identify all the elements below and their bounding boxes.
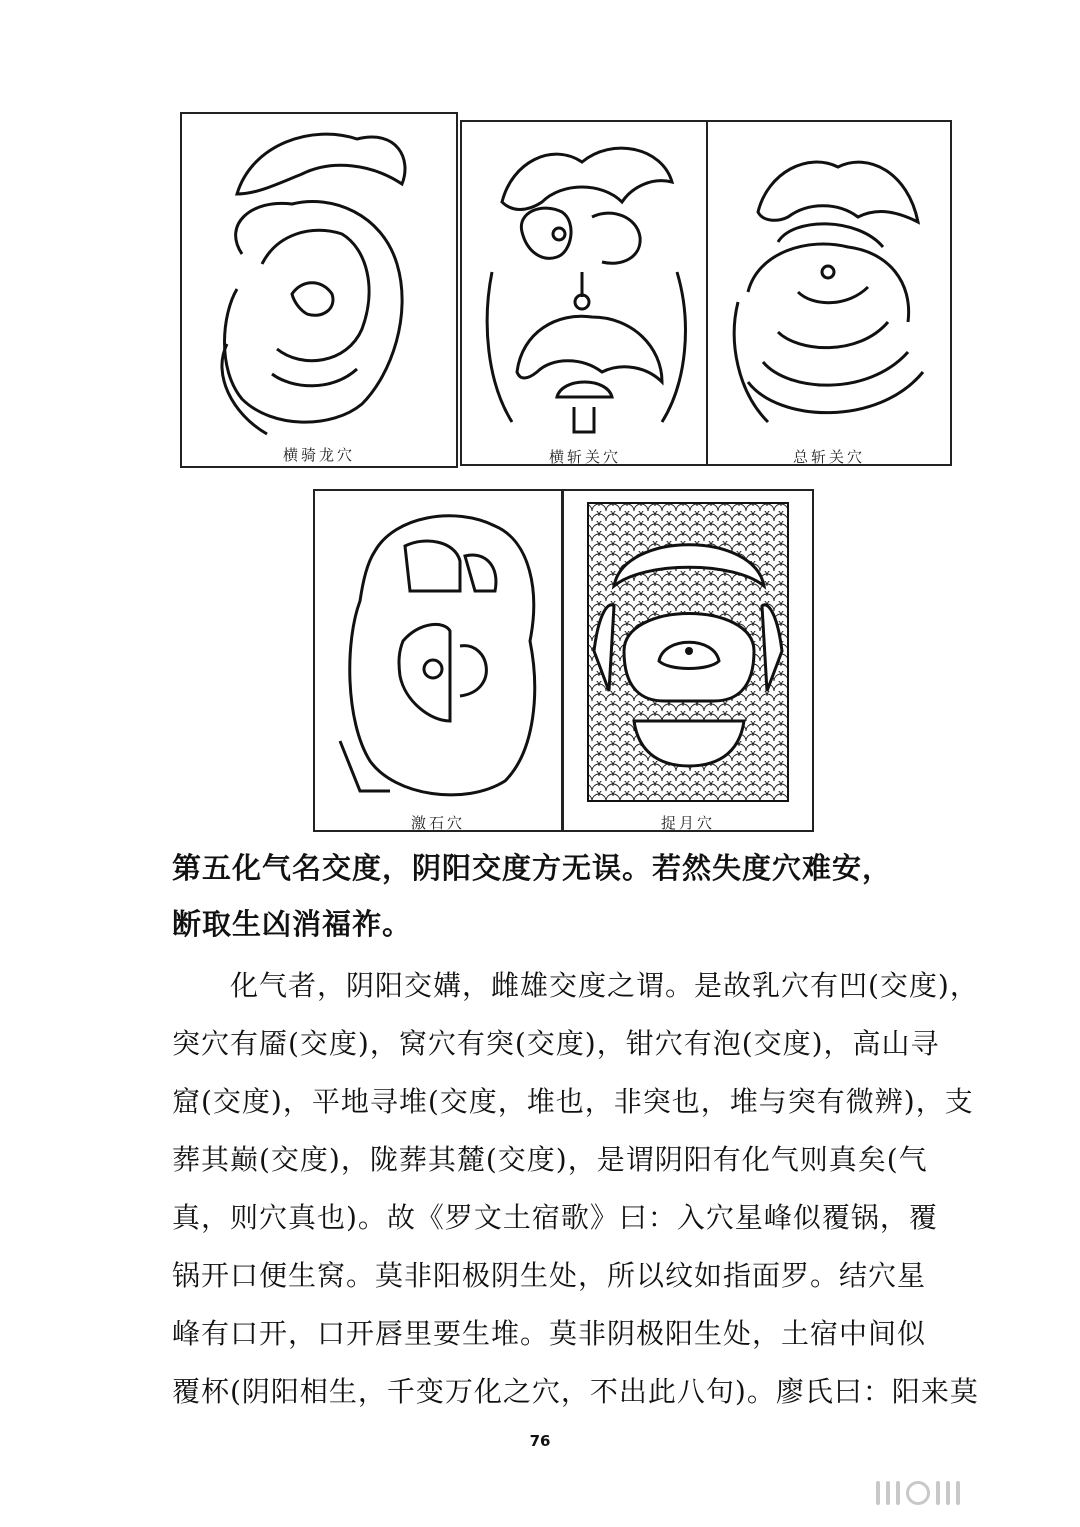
body-text-line: 覆杯(阴阳相生，千变万化之穴，不出此八句)。廖氏曰：阳来莫 [172,1375,979,1408]
body-text-line: 窟(交度)，平地寻堆(交度，堆也，非突也，堆与突有微辨)，支 [172,1085,974,1118]
figure-caption: 捉月穴 [660,814,715,832]
figure-heng-zhan-guan [460,120,710,466]
terrain-diagram-2 [462,122,708,464]
page-number: 76 [529,1432,551,1450]
watermark-icon [876,1479,1056,1507]
watermark-bar [876,1481,880,1505]
body-text-line: 突穴有靥(交度)，窝穴有突(交度)，钳穴有泡(交度)，高山寻 [172,1027,940,1060]
body-text-line: 锅开口便生窝。莫非阳极阴生处，所以纹如指面罗。结穴星 [172,1259,927,1292]
watermark-bar [946,1481,950,1505]
terrain-diagram-5 [564,491,812,830]
figure-caption: 总斩关穴 [792,448,865,466]
figure-heng-qi-long [180,112,458,468]
figure-ji-shi [313,489,563,832]
figure-zhuo-yue [562,489,814,832]
watermark-bar [886,1481,890,1505]
watermark-bar [896,1481,900,1505]
watermark-circle [906,1481,930,1505]
terrain-diagram-4 [315,491,561,830]
body-text-line: 峰有口开，口开唇里要生堆。莫非阴极阳生处，土宿中间似 [172,1317,927,1350]
figure-caption: 横斩关穴 [548,448,621,466]
terrain-diagram-1 [182,114,456,466]
figure-caption: 横骑龙穴 [282,446,355,464]
body-text-line: 真，则穴真也)。故《罗文土宿歌》曰：入穴星峰似覆锅，覆 [172,1201,938,1234]
terrain-diagram-3 [708,122,950,464]
body-text-line: 葬其巅(交度)，陇葬其麓(交度)，是谓阴阳有化气则真矣(气 [172,1143,928,1176]
verse-line-1: 第五化气名交度，阴阳交度方无误。若然失度穴难安， [172,851,893,885]
watermark-bar [956,1481,960,1505]
verse-line-2: 断取生凶消福祚。 [172,907,413,941]
figure-zong-zhan-guan [706,120,952,466]
figure-caption: 激石穴 [410,814,465,832]
body-text-line: 化气者，阴阳交媾，雌雄交度之谓。是故乳穴有凹(交度)， [172,969,979,1002]
watermark-bar [936,1481,940,1505]
